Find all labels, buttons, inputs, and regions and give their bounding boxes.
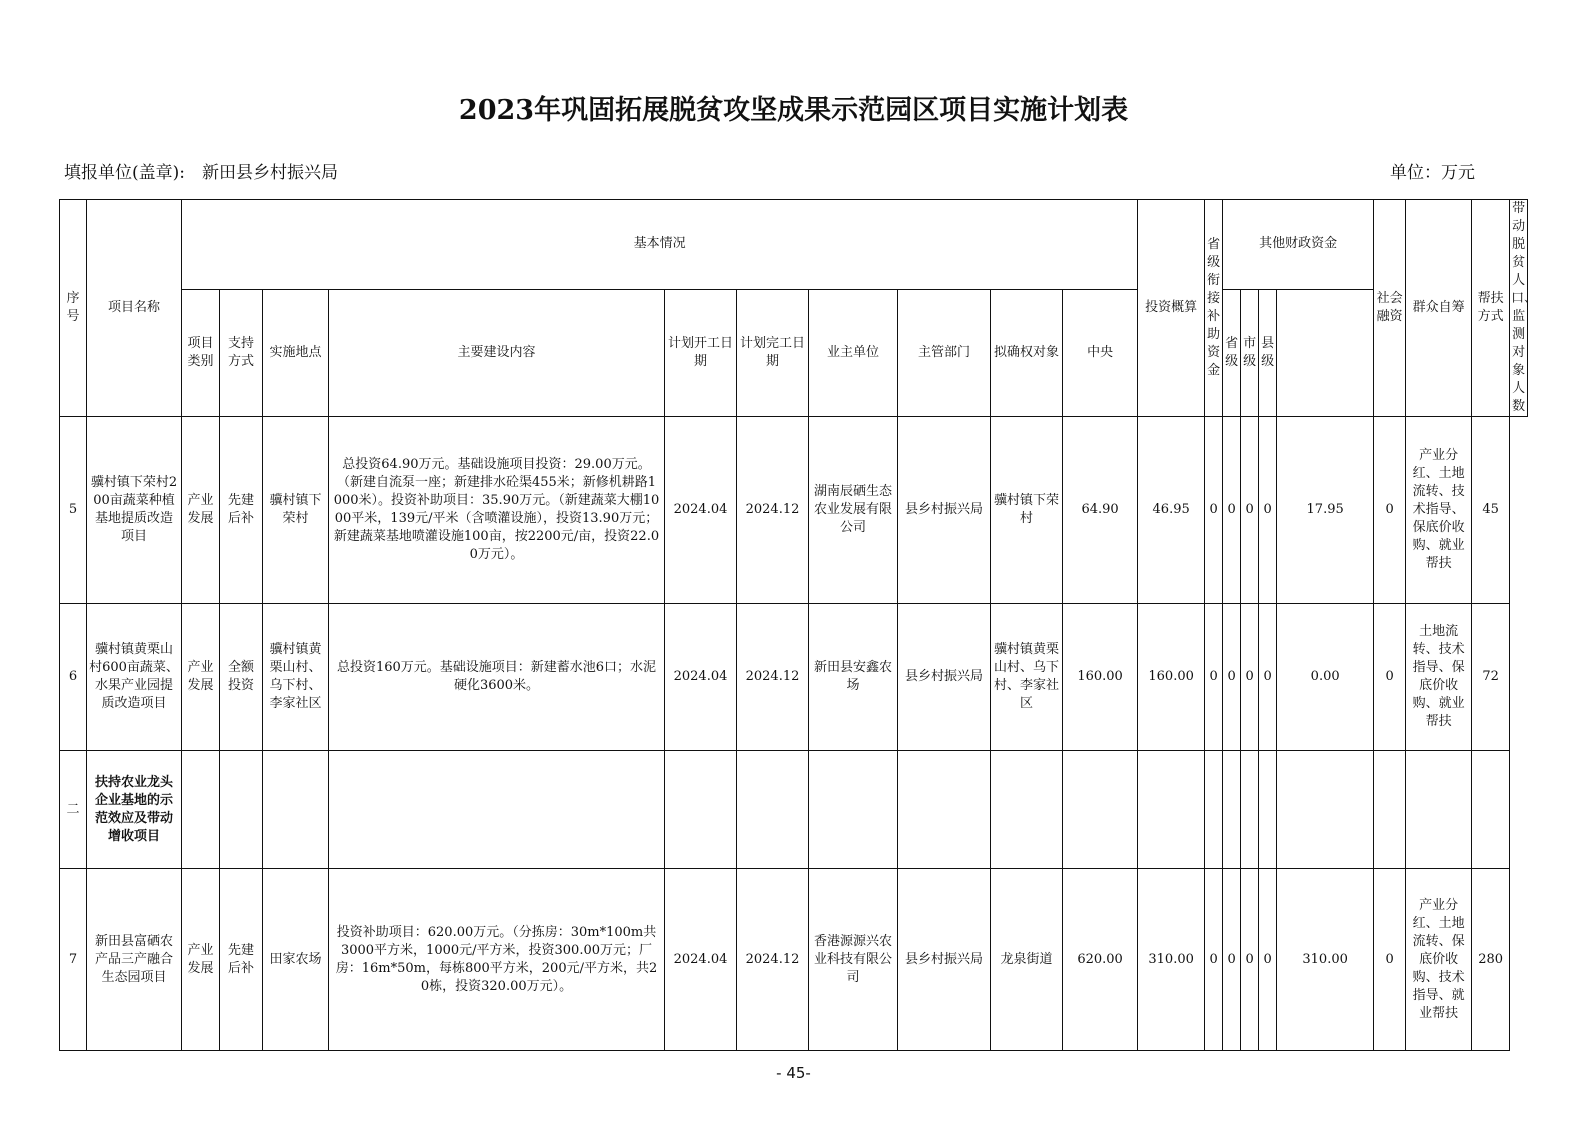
row-central: 0 (1205, 604, 1223, 751)
row-mass: 0 (1374, 869, 1406, 1051)
col-provincial: 省级衔接补助资金 (1205, 200, 1223, 417)
page-number: - 45- (776, 1064, 811, 1082)
col-content: 主要建设内容 (329, 289, 665, 416)
row-social: 17.95 (1277, 417, 1374, 604)
row-end: 2024.12 (737, 869, 809, 1051)
row-name: 骥村镇下荣村200亩蔬菜种植基地提质改造项目 (87, 417, 182, 604)
row-object: 龙泉街道 (991, 869, 1063, 1051)
currency-unit: 单位：万元 (1390, 163, 1475, 183)
table-row (60, 604, 1528, 751)
row-dept: 县乡村振兴局 (898, 417, 991, 604)
row-invest: 620.00 (1063, 869, 1138, 1051)
col-basic: 基本情况 (182, 200, 1138, 290)
row-start: 2024.04 (665, 604, 737, 751)
row-county: 0 (1259, 604, 1277, 751)
table-row (60, 417, 1528, 604)
row-location: 骥村镇下荣村 (263, 417, 329, 604)
col-social: 社会融资 (1374, 200, 1406, 417)
row-category: 产业发展 (182, 604, 220, 751)
row-start: 2024.04 (665, 869, 737, 1051)
row-dept: 县乡村振兴局 (898, 869, 991, 1051)
section-name: 扶持农业龙头企业基地的示范效应及带动增收项目 (87, 751, 182, 869)
header-row-bottom (60, 289, 1528, 416)
row-central: 0 (1205, 869, 1223, 1051)
row-provincial: 310.00 (1138, 869, 1205, 1051)
row-mass: 0 (1374, 417, 1406, 604)
row-people: 280 (1472, 869, 1510, 1051)
col-mass: 群众自筹 (1406, 200, 1472, 417)
row-prov-level: 0 (1223, 417, 1241, 604)
col-owner: 业主单位 (809, 289, 898, 416)
row-object: 骥村镇下荣村 (991, 417, 1063, 604)
row-county: 0 (1259, 869, 1277, 1051)
row-content: 总投资160万元。基础设施项目：新建蓄水池6口；水泥硬化3600米。 (329, 604, 665, 751)
col-dept: 主管部门 (898, 289, 991, 416)
section-seq: 二 (60, 751, 87, 869)
col-city: 市级 (1241, 289, 1259, 416)
row-invest: 64.90 (1063, 417, 1138, 604)
row-help: 产业分红、土地流转、保底价收购、技术指导、就业帮扶 (1406, 869, 1472, 1051)
row-seq: 6 (60, 604, 87, 751)
row-content: 总投资64.90万元。基础设施项目投资：29.00万元。（新建自流泵一座；新建排水砼渠455米；新修机耕路1000米）。投资补助项目：35.90万元。（新建蔬菜大棚1000平米，139元/平米（含喷灌设施），投资13.90万元；新建蔬菜基地喷灌设施100亩，按2200元/亩，投资22.00万元）。 (329, 417, 665, 604)
row-location: 骥村镇黄栗山村、乌下村、李家社区 (263, 604, 329, 751)
col-start: 计划开工日期 (665, 289, 737, 416)
row-owner: 湖南辰硒生态农业发展有限公司 (809, 417, 898, 604)
row-name: 骥村镇黄栗山村600亩蔬菜、水果产业园提质改造项目 (87, 604, 182, 751)
row-county: 0 (1259, 417, 1277, 604)
col-other: 其他财政资金 (1223, 200, 1374, 290)
page-title: 2023年巩固拓展脱贫攻坚成果示范园区项目实施计划表 (458, 95, 1129, 126)
row-people: 45 (1472, 417, 1510, 604)
row-central: 0 (1205, 417, 1223, 604)
col-support: 支持方式 (220, 289, 263, 416)
row-social: 310.00 (1277, 869, 1374, 1051)
header-row-top (60, 200, 1528, 290)
row-city: 0 (1241, 417, 1259, 604)
row-invest: 160.00 (1063, 604, 1138, 751)
row-provincial: 160.00 (1138, 604, 1205, 751)
col-category: 项目类别 (182, 289, 220, 416)
section-row (60, 751, 1528, 869)
col-people: 带动脱贫人口、监测对象人数 (1510, 200, 1528, 417)
row-object: 骥村镇黄栗山村、乌下村、李家社区 (991, 604, 1063, 751)
row-city: 0 (1241, 604, 1259, 751)
col-county: 县级 (1259, 289, 1277, 416)
row-mass: 0 (1374, 604, 1406, 751)
row-dept: 县乡村振兴局 (898, 604, 991, 751)
row-seq: 5 (60, 417, 87, 604)
row-social: 0.00 (1277, 604, 1374, 751)
row-city: 0 (1241, 869, 1259, 1051)
row-owner: 新田县安鑫农场 (809, 604, 898, 751)
row-location: 田家农场 (263, 869, 329, 1051)
row-provincial: 46.95 (1138, 417, 1205, 604)
col-help: 帮扶方式 (1472, 200, 1510, 417)
row-support: 全额投资 (220, 604, 263, 751)
row-prov-level: 0 (1223, 604, 1241, 751)
row-help: 土地流转、技术指导、保底价收购、就业帮扶 (1406, 604, 1472, 751)
row-content: 投资补助项目：620.00万元。（分拣房：30m*100m共3000平方米，1000元/平方米，投资300.00万元；厂房：16m*50m，每栋800平方米，200元/平方米，共20栋，投资320.00万元）。 (329, 869, 665, 1051)
col-end: 计划完工日期 (737, 289, 809, 416)
row-name: 新田县富硒农产品三产融合生态园项目 (87, 869, 182, 1051)
col-central: 中央 (1063, 289, 1138, 416)
row-people: 72 (1472, 604, 1510, 751)
row-owner: 香港源源兴农业科技有限公司 (809, 869, 898, 1051)
plan-table (59, 199, 1538, 1051)
row-start: 2024.04 (665, 417, 737, 604)
reporting-unit: 填报单位(盖章): 新田县乡村振兴局 (64, 163, 338, 183)
col-seq: 序号 (60, 200, 87, 417)
row-support: 先建后补 (220, 417, 263, 604)
row-category: 产业发展 (182, 869, 220, 1051)
row-end: 2024.12 (737, 417, 809, 604)
col-prov-level: 省级 (1223, 289, 1241, 416)
row-category: 产业发展 (182, 417, 220, 604)
row-support: 先建后补 (220, 869, 263, 1051)
row-seq: 7 (60, 869, 87, 1051)
col-object: 拟确权对象 (991, 289, 1063, 416)
col-location: 实施地点 (263, 289, 329, 416)
col-name: 项目名称 (87, 200, 182, 417)
table-row (60, 869, 1528, 1051)
row-end: 2024.12 (737, 604, 809, 751)
col-invest: 投资概算 (1138, 200, 1205, 417)
row-help: 产业分红、土地流转、技术指导、保底价收购、就业帮扶 (1406, 417, 1472, 604)
row-prov-level: 0 (1223, 869, 1241, 1051)
